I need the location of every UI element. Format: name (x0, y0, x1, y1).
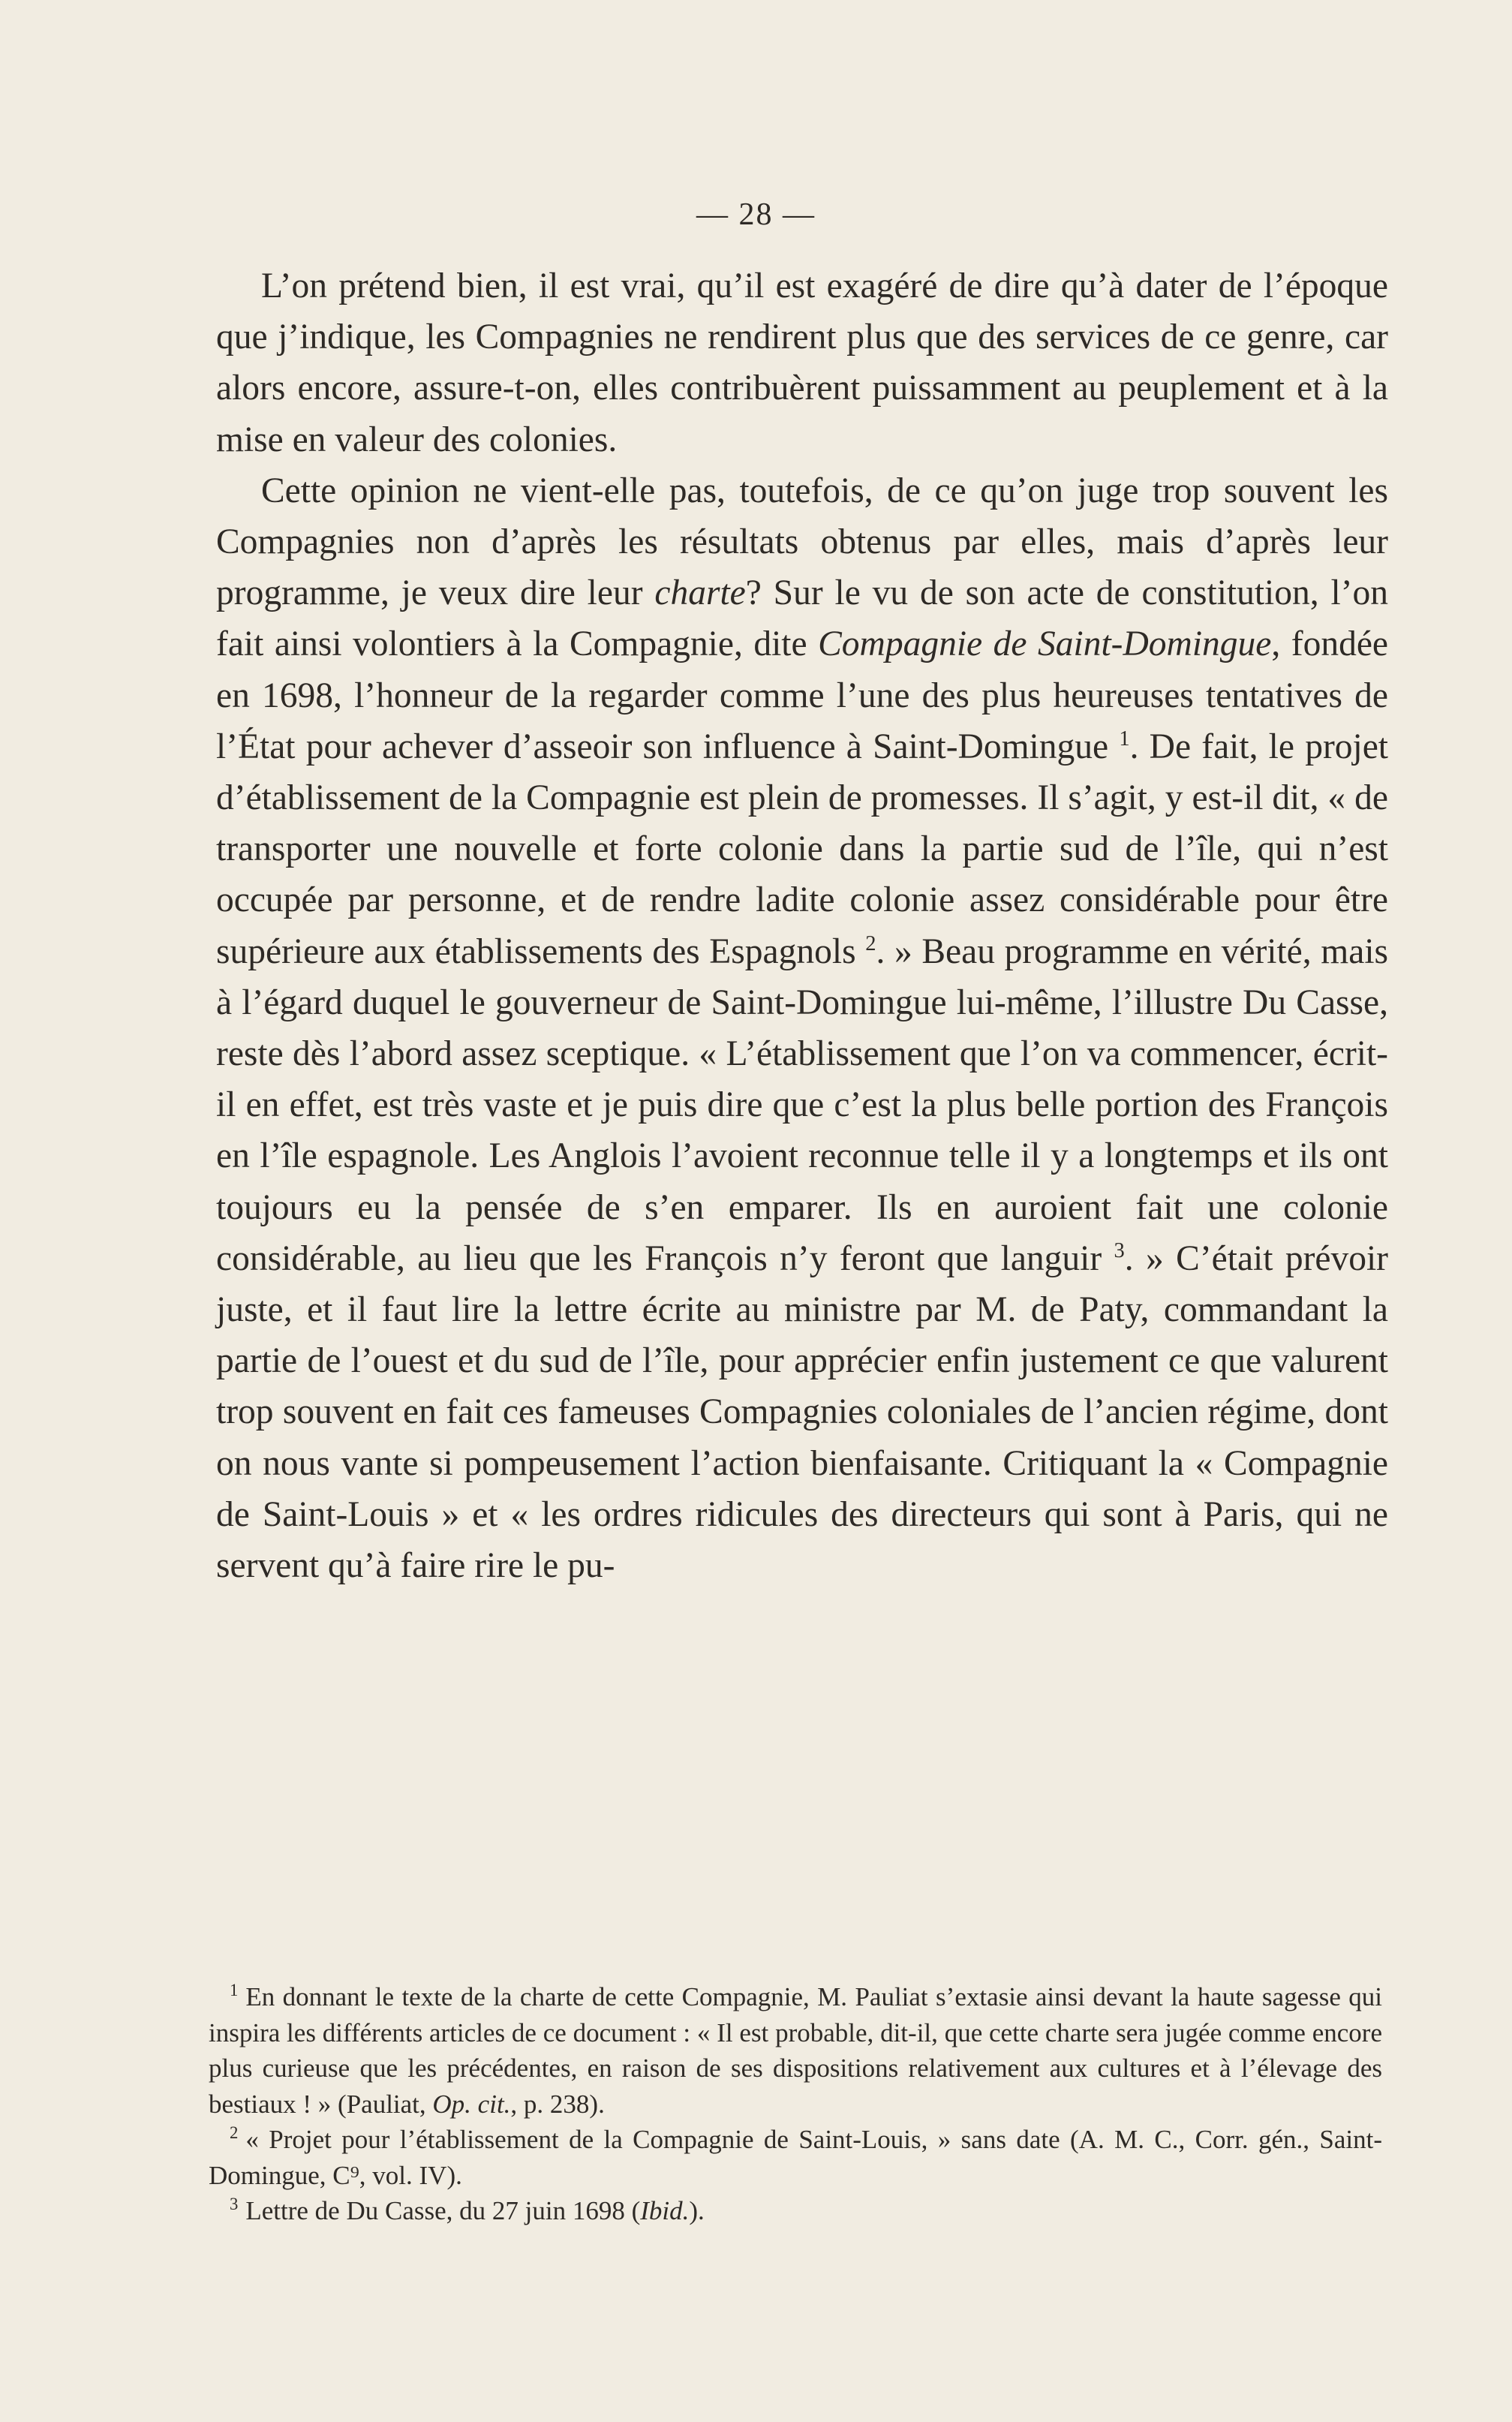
text-run: , fondée en 1698, l’honneur de la regarder comme l’une des plus heureuses tentatives de l’État pour achever d’asseoir son influence à Saint-Domingue (216, 624, 1388, 766)
footnote-mark: 1 (230, 1981, 239, 2000)
text-run: . » Beau programme en vérité, mais à l’égard duquel le gouverneur de Saint-Domingue lui-même, l’illustre Du Casse, reste dès l’abord assez sceptique. « L’établissement que l’on va commencer, écrit-il en effet, est très vaste et je puis dire que c’est la plus belle portion des François en l’île espagnole. Les Anglois l’avoient reconnue telle il y a longtemps et ils ont toujours eu la pensée de s’en emparer. Ils en auroient fait une colonie considérable, au lieu que les François n’y feront que languir (216, 931, 1388, 1278)
footnote-ref-3: 3 (1114, 1239, 1125, 1263)
footnote-2 (209, 2122, 1382, 2193)
paragraph-2 (216, 465, 1388, 1591)
text-run: Cette opinion ne vient-elle pas, toutefois, de ce qu’on juge trop souvent les Compagnies non d’après les résultats obtenus par elles, mais d’après leur programme, je veux dire leur (216, 471, 1388, 613)
footnote-ref-1: 1 (1119, 727, 1130, 751)
paragraph-1: L’on prétend bien, il est vrai, qu’il est exagéré de dire qu’à dater de l’époque que j’indique, les Compagnies ne rendirent plus que des services de ce genre, car alors encore, assure-t-on, elles contribuèrent puissamment au peuplement et à la mise en valeur des colonies. (216, 266, 1388, 459)
footnote-text: « Projet pour l’établissement de la Compagnie de Saint-Louis, » sans date (A. M. C., Corr. gén., Saint-Domingue, C⁹, vol. IV). (209, 2125, 1382, 2190)
italic-charte: charte (654, 573, 746, 613)
footnote-mark: 3 (230, 2195, 239, 2214)
italic-compagnie-name: Compagnie de Saint-Domingue (818, 624, 1272, 664)
footnote-text: ). (689, 2196, 705, 2225)
footnote-text: Lettre de Du Casse, du 27 juin 1698 ( (245, 2196, 641, 2225)
main-text (216, 260, 1388, 1591)
footnote-text: En donnant le texte de la charte de cette Compagnie, M. Pauliat s’extasie ainsi devant la haute sagesse qui inspira les différents articles de ce document : « Il est probable, dit-il, que cette charte sera jugée comme encore plus curieuse que les précédentes, en raison de ses dispositions relativement aux cultures et à l’élevage des bestiaux ! » (Pauliat, (209, 1982, 1382, 2119)
footnote-mark: 2 (230, 2123, 239, 2143)
text-run: . » C’était prévoir juste, et il faut lire la lettre écrite au ministre par M. de Paty, commandant la partie de l’ouest et du sud de l’île, pour apprécier enfin justement ce que valurent trop souvent en fait ces fameuses Compagnies coloniales de l’ancien régime, dont on nous vante si pompeusement l’action bienfaisante. Critiquant la « Compagnie de Saint-Louis » et « les ordres ridicules des directeurs qui sont à Paris, qui ne servent qu’à faire rire le pu- (216, 1238, 1388, 1586)
footnote-italic: Ibid. (640, 2196, 690, 2225)
footnote-1 (209, 1979, 1382, 2122)
footnote-3 (209, 2193, 1382, 2229)
footnote-italic: Op. cit. (432, 2089, 511, 2119)
footnotes (209, 1979, 1382, 2229)
page-number: — 28 — (696, 197, 816, 232)
text-run: ? Sur le vu de son acte de constitution, l’on fait ainsi volontiers à la Compagnie, dite (216, 573, 1388, 664)
footnote-text: , p. 238). (510, 2089, 605, 2119)
text-run: . De fait, le projet d’établissement de la Compagnie est plein de promesses. Il s’agit, y est-il dit, « de transporter une nouvelle et forte colonie dans la partie sud de l’île, qui n’est occupée par personne, et de rendre ladite colonie assez considérable pour être supérieure aux établissements des Espagnols (216, 727, 1388, 971)
footnote-ref-2: 2 (865, 931, 876, 955)
